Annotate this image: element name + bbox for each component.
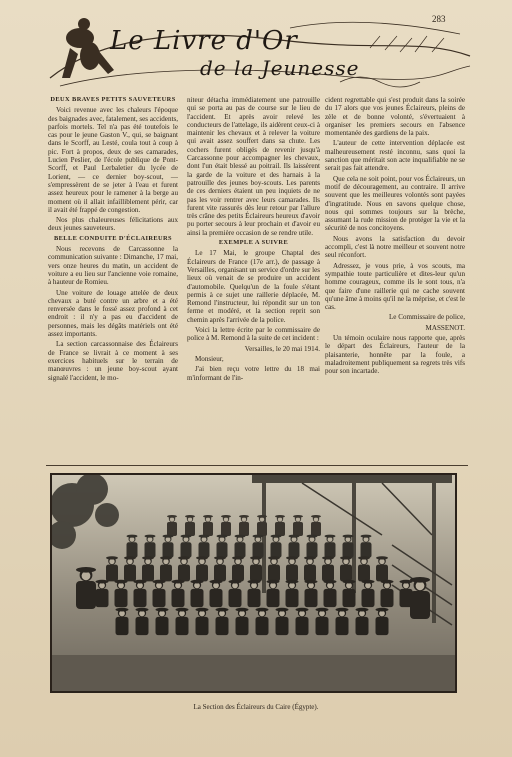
article-paragraph: Voici la lettre écrite par le commissaire de police à M. Remond à la suite de cet incident : — [187, 326, 320, 343]
article-paragraph: Le 17 Mai, le groupe Chaptal des Éclaireurs de France (17e arr.), de passage à Versailles, organisant un service d'ordre sur les lieux où venait de se produire un accident d'automobile. Quelqu'un de la foule s'étant permis à ce sujet une raillerie déplacée, M. Remond l'instructeur, lui répondit sur un ton ferme et modéré, et la section reprit son chemin après l'arrivée de la police. — [187, 249, 320, 324]
article-paragraph: cident regrettable qui s'est produit dans la soirée du 17 alors que vos jeunes Éclaireurs, pleins de zèle et de bonne volonté, s'évertuaient à organiser les premiers secours en l'absence momentanée des gardiens de la paix. — [325, 96, 465, 138]
article-paragraph: L'auteur de cette intervention déplacée est malheureusement resté inconnu, sans quoi la sanction que méritait son acte inqualifiable ne se serait pas fait attendre. — [325, 139, 465, 173]
article-paragraph: Monsieur, — [195, 354, 224, 363]
section-divider — [46, 465, 468, 466]
article-paragraph: Adressez, je vous prie, à vos scouts, ma sympathie toute particulière et dites-leur qu'un homme courageux, comme ils le sont tous, n'a que faire d'une raillerie qui ne cache souvent qu'une âme à moins qu'il ne la méprise, et c'est le cas. — [325, 261, 465, 312]
magazine-subtitle: de la Jeunesse — [200, 56, 360, 80]
article-paragraph: niteur détacha immédiatement une patrouille qui se porta au pas de course sur le lieu de l'accident. Et après avoir relevé les conducteurs de l'attelage, ils aidèrent ceux-ci à maintenir les chevaux et à relever la voiture qui avait assez souffert dans sa chute. Les cochers furent obligés de revenir jusqu'à Carcassonne pour accompagner les chevaux, dont l'un était blessé au poitrail. Ils laissèrent la garde de la voiture et des harnais à la patrouille des jeunes boy-scouts. Les parents de ces derniers étaient un peu inquiets de ne pas les voir rentrer avec leurs camarades. Ils furent vite rassurés dès leur retour par l'allure très crâne des petits Éclaireurs heureux d'avoir pu porter secours à leur prochain et d'avoir eu ainsi la première occasion de se rendre utile. — [187, 96, 320, 237]
page-number: 283 — [432, 14, 446, 24]
text-column-1 — [48, 96, 178, 462]
photo-caption: La Section des Éclaireurs du Caire (Égypte). — [193, 703, 319, 711]
article-paragraph: J'ai bien reçu votre lettre du 18 mai m'informant de l'in- — [187, 365, 320, 382]
group-photograph — [50, 473, 457, 693]
article-heading: DEUX BRAVES PETITS SAUVETEURS — [50, 96, 176, 103]
scouts-group-illustration — [52, 475, 455, 691]
signature-line: MASSENOT. — [425, 323, 465, 332]
signature-line: Versailles, le 20 mai 1914. — [244, 344, 320, 353]
signature-line: Le Commissaire de police, — [388, 313, 465, 322]
magazine-title: Le Livre d'Or — [110, 26, 298, 56]
article-paragraph: Nous avons la satisfaction du devoir accompli, c'est là notre meilleur et souvent notre seul réconfort. — [325, 234, 465, 260]
article-paragraph: Un témoin oculaire nous rapporte que, après le départ des Éclaireurs, l'auteur de la plaisanterie, honnête par la foule, a maladroitement publiquement sa regrets très vifs pour son incartade. — [325, 334, 465, 376]
article-paragraph: La section carcassonnaise des Éclaireurs de France se livrait à ce moment à ses exercices habituels sur le terrain de manœuvres : un jeune boy-scout ayant signalé l'accident, le mo- — [48, 340, 178, 382]
article-paragraph: Voici revenue avec les chaleurs l'époque des baignades avec, fatalement, ses accidents, parfois mortels. Tel n'a pas été toutefois le cas pour le jeune Gaston V., qui, se baignant dans le Scorff, au Lesté, coula tout à coup à pic. Fort à propos, deux de ses camarades, Lucien Peslier, de l'école publique de Pont-Scorff, et Paul Lerbaletier du lycée de Lorient, — ce dernier boy-scout, — s'empressèrent de se jeter à l'eau et furent assez heureux pour le ramener à la berge au moment où il allait infailliblement périr, car il avait été frappé de congestion. — [48, 106, 178, 214]
article-paragraph: Nous recevons de Carcassonne la communication suivante : Dimanche, 17 mai, vers onze heures du matin, un accident de voiture a eu lieu sur l'ancienne voie romaine, à hauteur de Romieu. — [48, 245, 178, 287]
text-column-3 — [325, 96, 465, 462]
article-paragraph: Nos plus chaleureuses félicitations aux deux jeunes sauveteurs. — [48, 216, 178, 233]
article-paragraph: Que cela ne soit point, pour vos Éclaireurs, un motif de découragement, au contraire. Il arrive souvent que les meilleures volontés sont payées d'ingratitude. Nous en savons quelque chose, nous qui sommes toujours sur la brèche, assumant la rude mission de protéger la vie et la sécurité de nos concitoyens. — [325, 174, 465, 233]
article-paragraph: Une voiture de louage attelée de deux chevaux a buté contre un arbre et a été renversée dans le fossé assez profond à cet endroit : il n'y a pas eu d'accident de personnes, mais les dégâts matériels ont été assez importants. — [48, 288, 178, 339]
text-column-2 — [187, 96, 320, 462]
article-heading: EXEMPLE A SUIVRE — [218, 239, 289, 247]
article-heading: BELLE CONDUITE D'ÉCLAIREURS — [53, 234, 173, 242]
